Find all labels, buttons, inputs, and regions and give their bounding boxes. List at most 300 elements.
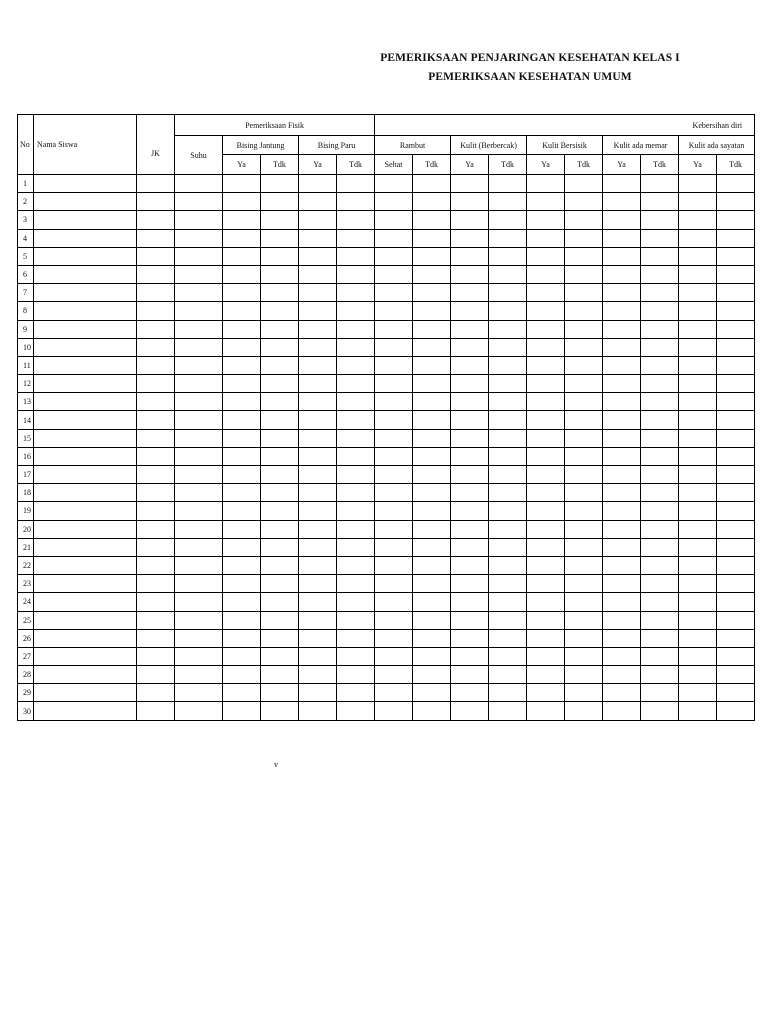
table-cell[interactable] <box>641 702 679 720</box>
table-cell[interactable] <box>137 520 175 538</box>
table-cell[interactable] <box>603 684 641 702</box>
table-cell[interactable] <box>489 229 527 247</box>
table-cell[interactable] <box>137 411 175 429</box>
table-cell[interactable] <box>137 284 175 302</box>
table-cell[interactable] <box>489 356 527 374</box>
table-cell[interactable] <box>137 247 175 265</box>
table-cell[interactable] <box>641 538 679 556</box>
table-cell[interactable] <box>413 320 451 338</box>
table-cell[interactable] <box>261 538 299 556</box>
table-cell[interactable] <box>337 556 375 574</box>
table-cell[interactable] <box>679 502 717 520</box>
table-cell[interactable] <box>527 484 565 502</box>
table-cell[interactable] <box>137 593 175 611</box>
table-cell[interactable] <box>717 320 755 338</box>
table-cell[interactable] <box>717 411 755 429</box>
table-cell[interactable] <box>175 520 223 538</box>
table-cell[interactable] <box>527 447 565 465</box>
table-cell[interactable] <box>565 211 603 229</box>
table-cell[interactable] <box>261 302 299 320</box>
table-cell[interactable] <box>413 411 451 429</box>
table-cell[interactable] <box>489 393 527 411</box>
table-cell[interactable] <box>451 466 489 484</box>
table-cell[interactable] <box>527 466 565 484</box>
table-cell[interactable] <box>527 502 565 520</box>
table-cell[interactable] <box>451 556 489 574</box>
table-cell[interactable] <box>489 247 527 265</box>
table-cell[interactable] <box>375 356 413 374</box>
table-cell[interactable] <box>451 484 489 502</box>
table-cell[interactable] <box>261 466 299 484</box>
table-cell[interactable] <box>261 447 299 465</box>
table-cell[interactable] <box>717 265 755 283</box>
table-cell[interactable] <box>413 520 451 538</box>
table-cell[interactable] <box>641 393 679 411</box>
table-cell[interactable] <box>299 447 337 465</box>
table-cell[interactable] <box>641 520 679 538</box>
cell-nama-siswa[interactable] <box>34 466 137 484</box>
table-cell[interactable] <box>261 502 299 520</box>
table-cell[interactable] <box>451 684 489 702</box>
table-cell[interactable] <box>527 193 565 211</box>
table-cell[interactable] <box>717 575 755 593</box>
table-cell[interactable] <box>527 265 565 283</box>
table-cell[interactable] <box>603 593 641 611</box>
table-cell[interactable] <box>413 593 451 611</box>
table-cell[interactable] <box>717 429 755 447</box>
table-cell[interactable] <box>679 593 717 611</box>
table-cell[interactable] <box>337 702 375 720</box>
table-cell[interactable] <box>413 429 451 447</box>
table-cell[interactable] <box>603 393 641 411</box>
table-cell[interactable] <box>451 411 489 429</box>
table-cell[interactable] <box>375 611 413 629</box>
table-cell[interactable] <box>337 393 375 411</box>
table-cell[interactable] <box>717 375 755 393</box>
table-cell[interactable] <box>413 684 451 702</box>
table-cell[interactable] <box>451 211 489 229</box>
table-cell[interactable] <box>299 411 337 429</box>
table-cell[interactable] <box>375 538 413 556</box>
table-cell[interactable] <box>451 302 489 320</box>
cell-nama-siswa[interactable] <box>34 320 137 338</box>
table-cell[interactable] <box>337 229 375 247</box>
table-cell[interactable] <box>679 302 717 320</box>
table-cell[interactable] <box>261 611 299 629</box>
table-cell[interactable] <box>299 629 337 647</box>
cell-nama-siswa[interactable] <box>34 211 137 229</box>
table-cell[interactable] <box>299 265 337 283</box>
table-cell[interactable] <box>717 702 755 720</box>
table-cell[interactable] <box>299 284 337 302</box>
table-cell[interactable] <box>679 702 717 720</box>
table-cell[interactable] <box>489 411 527 429</box>
table-cell[interactable] <box>223 538 261 556</box>
table-cell[interactable] <box>223 666 261 684</box>
table-cell[interactable] <box>375 193 413 211</box>
table-cell[interactable] <box>299 702 337 720</box>
table-cell[interactable] <box>223 647 261 665</box>
table-cell[interactable] <box>261 211 299 229</box>
table-cell[interactable] <box>337 629 375 647</box>
table-cell[interactable] <box>137 265 175 283</box>
table-cell[interactable] <box>679 629 717 647</box>
table-cell[interactable] <box>175 211 223 229</box>
table-cell[interactable] <box>299 593 337 611</box>
table-cell[interactable] <box>527 684 565 702</box>
table-cell[interactable] <box>641 302 679 320</box>
table-cell[interactable] <box>413 375 451 393</box>
table-cell[interactable] <box>375 411 413 429</box>
table-cell[interactable] <box>223 356 261 374</box>
table-cell[interactable] <box>565 393 603 411</box>
table-cell[interactable] <box>261 265 299 283</box>
table-cell[interactable] <box>527 356 565 374</box>
table-cell[interactable] <box>223 466 261 484</box>
cell-nama-siswa[interactable] <box>34 302 137 320</box>
table-cell[interactable] <box>223 320 261 338</box>
table-cell[interactable] <box>299 666 337 684</box>
table-cell[interactable] <box>413 611 451 629</box>
table-cell[interactable] <box>337 302 375 320</box>
table-cell[interactable] <box>299 611 337 629</box>
cell-nama-siswa[interactable] <box>34 429 137 447</box>
table-cell[interactable] <box>451 647 489 665</box>
cell-nama-siswa[interactable] <box>34 375 137 393</box>
table-cell[interactable] <box>603 175 641 193</box>
table-cell[interactable] <box>527 247 565 265</box>
table-cell[interactable] <box>527 520 565 538</box>
cell-nama-siswa[interactable] <box>34 284 137 302</box>
table-cell[interactable] <box>299 466 337 484</box>
table-cell[interactable] <box>337 593 375 611</box>
table-cell[interactable] <box>137 502 175 520</box>
table-cell[interactable] <box>261 593 299 611</box>
table-cell[interactable] <box>641 684 679 702</box>
table-cell[interactable] <box>299 684 337 702</box>
table-cell[interactable] <box>375 520 413 538</box>
table-cell[interactable] <box>679 429 717 447</box>
table-cell[interactable] <box>175 393 223 411</box>
table-cell[interactable] <box>527 284 565 302</box>
table-cell[interactable] <box>451 611 489 629</box>
table-cell[interactable] <box>299 356 337 374</box>
table-cell[interactable] <box>337 466 375 484</box>
table-cell[interactable] <box>679 356 717 374</box>
cell-nama-siswa[interactable] <box>34 265 137 283</box>
cell-nama-siswa[interactable] <box>34 502 137 520</box>
table-cell[interactable] <box>603 629 641 647</box>
table-cell[interactable] <box>175 556 223 574</box>
table-cell[interactable] <box>565 338 603 356</box>
table-cell[interactable] <box>679 411 717 429</box>
table-cell[interactable] <box>603 556 641 574</box>
table-cell[interactable] <box>565 684 603 702</box>
table-cell[interactable] <box>375 302 413 320</box>
table-cell[interactable] <box>451 429 489 447</box>
table-cell[interactable] <box>375 229 413 247</box>
table-cell[interactable] <box>175 538 223 556</box>
table-cell[interactable] <box>375 647 413 665</box>
table-cell[interactable] <box>175 356 223 374</box>
cell-nama-siswa[interactable] <box>34 702 137 720</box>
table-cell[interactable] <box>717 629 755 647</box>
table-cell[interactable] <box>175 302 223 320</box>
table-cell[interactable] <box>489 302 527 320</box>
table-cell[interactable] <box>175 684 223 702</box>
table-cell[interactable] <box>413 466 451 484</box>
table-cell[interactable] <box>603 520 641 538</box>
table-cell[interactable] <box>413 265 451 283</box>
table-cell[interactable] <box>261 175 299 193</box>
table-cell[interactable] <box>299 484 337 502</box>
table-cell[interactable] <box>679 375 717 393</box>
table-cell[interactable] <box>137 338 175 356</box>
table-cell[interactable] <box>489 666 527 684</box>
table-cell[interactable] <box>413 356 451 374</box>
table-cell[interactable] <box>337 265 375 283</box>
table-cell[interactable] <box>527 611 565 629</box>
table-cell[interactable] <box>565 538 603 556</box>
table-cell[interactable] <box>565 520 603 538</box>
table-cell[interactable] <box>603 502 641 520</box>
table-cell[interactable] <box>603 702 641 720</box>
table-cell[interactable] <box>137 538 175 556</box>
table-cell[interactable] <box>717 211 755 229</box>
table-cell[interactable] <box>641 375 679 393</box>
table-cell[interactable] <box>375 666 413 684</box>
cell-nama-siswa[interactable] <box>34 484 137 502</box>
table-cell[interactable] <box>413 193 451 211</box>
table-cell[interactable] <box>489 684 527 702</box>
table-cell[interactable] <box>565 375 603 393</box>
table-cell[interactable] <box>261 320 299 338</box>
table-cell[interactable] <box>375 284 413 302</box>
table-cell[interactable] <box>299 375 337 393</box>
table-cell[interactable] <box>527 338 565 356</box>
table-cell[interactable] <box>527 702 565 720</box>
table-cell[interactable] <box>451 520 489 538</box>
table-cell[interactable] <box>175 593 223 611</box>
table-cell[interactable] <box>489 466 527 484</box>
table-cell[interactable] <box>489 320 527 338</box>
table-cell[interactable] <box>137 375 175 393</box>
cell-nama-siswa[interactable] <box>34 538 137 556</box>
table-cell[interactable] <box>679 247 717 265</box>
table-cell[interactable] <box>137 684 175 702</box>
table-cell[interactable] <box>375 265 413 283</box>
cell-nama-siswa[interactable] <box>34 666 137 684</box>
table-cell[interactable] <box>489 375 527 393</box>
table-cell[interactable] <box>137 702 175 720</box>
table-cell[interactable] <box>175 375 223 393</box>
table-cell[interactable] <box>375 338 413 356</box>
table-cell[interactable] <box>299 229 337 247</box>
table-cell[interactable] <box>717 356 755 374</box>
table-cell[interactable] <box>717 611 755 629</box>
table-cell[interactable] <box>717 684 755 702</box>
table-cell[interactable] <box>679 284 717 302</box>
table-cell[interactable] <box>375 320 413 338</box>
table-cell[interactable] <box>717 520 755 538</box>
table-cell[interactable] <box>223 229 261 247</box>
table-cell[interactable] <box>175 429 223 447</box>
table-cell[interactable] <box>565 447 603 465</box>
table-cell[interactable] <box>299 247 337 265</box>
table-cell[interactable] <box>565 702 603 720</box>
table-cell[interactable] <box>527 411 565 429</box>
table-cell[interactable] <box>261 702 299 720</box>
table-cell[interactable] <box>565 429 603 447</box>
table-cell[interactable] <box>375 593 413 611</box>
table-cell[interactable] <box>565 629 603 647</box>
cell-nama-siswa[interactable] <box>34 684 137 702</box>
table-cell[interactable] <box>375 702 413 720</box>
table-cell[interactable] <box>175 647 223 665</box>
table-cell[interactable] <box>175 466 223 484</box>
table-cell[interactable] <box>565 666 603 684</box>
table-cell[interactable] <box>337 502 375 520</box>
table-cell[interactable] <box>375 175 413 193</box>
table-cell[interactable] <box>451 356 489 374</box>
table-cell[interactable] <box>717 466 755 484</box>
table-cell[interactable] <box>223 393 261 411</box>
table-cell[interactable] <box>679 575 717 593</box>
table-cell[interactable] <box>223 611 261 629</box>
cell-nama-siswa[interactable] <box>34 520 137 538</box>
table-cell[interactable] <box>137 447 175 465</box>
table-cell[interactable] <box>641 447 679 465</box>
table-cell[interactable] <box>565 466 603 484</box>
table-cell[interactable] <box>175 193 223 211</box>
table-cell[interactable] <box>413 338 451 356</box>
table-cell[interactable] <box>717 502 755 520</box>
table-cell[interactable] <box>337 684 375 702</box>
table-cell[interactable] <box>451 447 489 465</box>
table-cell[interactable] <box>641 484 679 502</box>
cell-nama-siswa[interactable] <box>34 447 137 465</box>
table-cell[interactable] <box>489 284 527 302</box>
table-cell[interactable] <box>337 647 375 665</box>
table-cell[interactable] <box>527 302 565 320</box>
table-cell[interactable] <box>261 484 299 502</box>
table-cell[interactable] <box>527 647 565 665</box>
table-cell[interactable] <box>223 375 261 393</box>
table-cell[interactable] <box>261 338 299 356</box>
table-cell[interactable] <box>527 393 565 411</box>
table-cell[interactable] <box>603 247 641 265</box>
table-cell[interactable] <box>603 375 641 393</box>
table-cell[interactable] <box>137 429 175 447</box>
table-cell[interactable] <box>299 175 337 193</box>
table-cell[interactable] <box>137 193 175 211</box>
table-cell[interactable] <box>175 338 223 356</box>
table-cell[interactable] <box>175 229 223 247</box>
table-cell[interactable] <box>489 538 527 556</box>
cell-nama-siswa[interactable] <box>34 175 137 193</box>
table-cell[interactable] <box>489 175 527 193</box>
table-cell[interactable] <box>261 247 299 265</box>
table-cell[interactable] <box>223 211 261 229</box>
table-cell[interactable] <box>603 229 641 247</box>
table-cell[interactable] <box>261 193 299 211</box>
table-cell[interactable] <box>641 466 679 484</box>
table-cell[interactable] <box>175 575 223 593</box>
table-cell[interactable] <box>451 375 489 393</box>
table-cell[interactable] <box>679 611 717 629</box>
cell-nama-siswa[interactable] <box>34 629 137 647</box>
table-cell[interactable] <box>137 356 175 374</box>
table-cell[interactable] <box>337 411 375 429</box>
table-cell[interactable] <box>451 284 489 302</box>
table-cell[interactable] <box>337 666 375 684</box>
table-cell[interactable] <box>641 320 679 338</box>
table-cell[interactable] <box>717 193 755 211</box>
table-cell[interactable] <box>565 284 603 302</box>
table-cell[interactable] <box>717 229 755 247</box>
table-cell[interactable] <box>261 520 299 538</box>
table-cell[interactable] <box>451 229 489 247</box>
table-cell[interactable] <box>679 484 717 502</box>
table-cell[interactable] <box>679 447 717 465</box>
table-cell[interactable] <box>261 684 299 702</box>
table-cell[interactable] <box>641 338 679 356</box>
table-cell[interactable] <box>527 211 565 229</box>
table-cell[interactable] <box>137 229 175 247</box>
table-cell[interactable] <box>337 211 375 229</box>
table-cell[interactable] <box>261 666 299 684</box>
table-cell[interactable] <box>603 647 641 665</box>
table-cell[interactable] <box>565 411 603 429</box>
table-cell[interactable] <box>641 175 679 193</box>
cell-nama-siswa[interactable] <box>34 556 137 574</box>
table-cell[interactable] <box>717 302 755 320</box>
table-cell[interactable] <box>641 429 679 447</box>
table-cell[interactable] <box>413 702 451 720</box>
table-cell[interactable] <box>223 429 261 447</box>
table-cell[interactable] <box>641 502 679 520</box>
table-cell[interactable] <box>489 647 527 665</box>
cell-nama-siswa[interactable] <box>34 593 137 611</box>
table-cell[interactable] <box>527 666 565 684</box>
table-cell[interactable] <box>679 193 717 211</box>
table-cell[interactable] <box>413 556 451 574</box>
table-cell[interactable] <box>337 320 375 338</box>
table-cell[interactable] <box>641 629 679 647</box>
table-cell[interactable] <box>603 611 641 629</box>
table-cell[interactable] <box>413 629 451 647</box>
table-cell[interactable] <box>489 629 527 647</box>
table-cell[interactable] <box>413 647 451 665</box>
table-cell[interactable] <box>223 193 261 211</box>
table-cell[interactable] <box>717 556 755 574</box>
table-cell[interactable] <box>527 556 565 574</box>
table-cell[interactable] <box>299 520 337 538</box>
table-cell[interactable] <box>137 393 175 411</box>
table-cell[interactable] <box>175 629 223 647</box>
table-cell[interactable] <box>175 175 223 193</box>
table-cell[interactable] <box>375 575 413 593</box>
table-cell[interactable] <box>175 611 223 629</box>
table-cell[interactable] <box>223 302 261 320</box>
table-cell[interactable] <box>137 320 175 338</box>
table-cell[interactable] <box>527 229 565 247</box>
table-cell[interactable] <box>337 520 375 538</box>
table-cell[interactable] <box>137 611 175 629</box>
table-cell[interactable] <box>175 447 223 465</box>
table-cell[interactable] <box>489 593 527 611</box>
table-cell[interactable] <box>299 556 337 574</box>
